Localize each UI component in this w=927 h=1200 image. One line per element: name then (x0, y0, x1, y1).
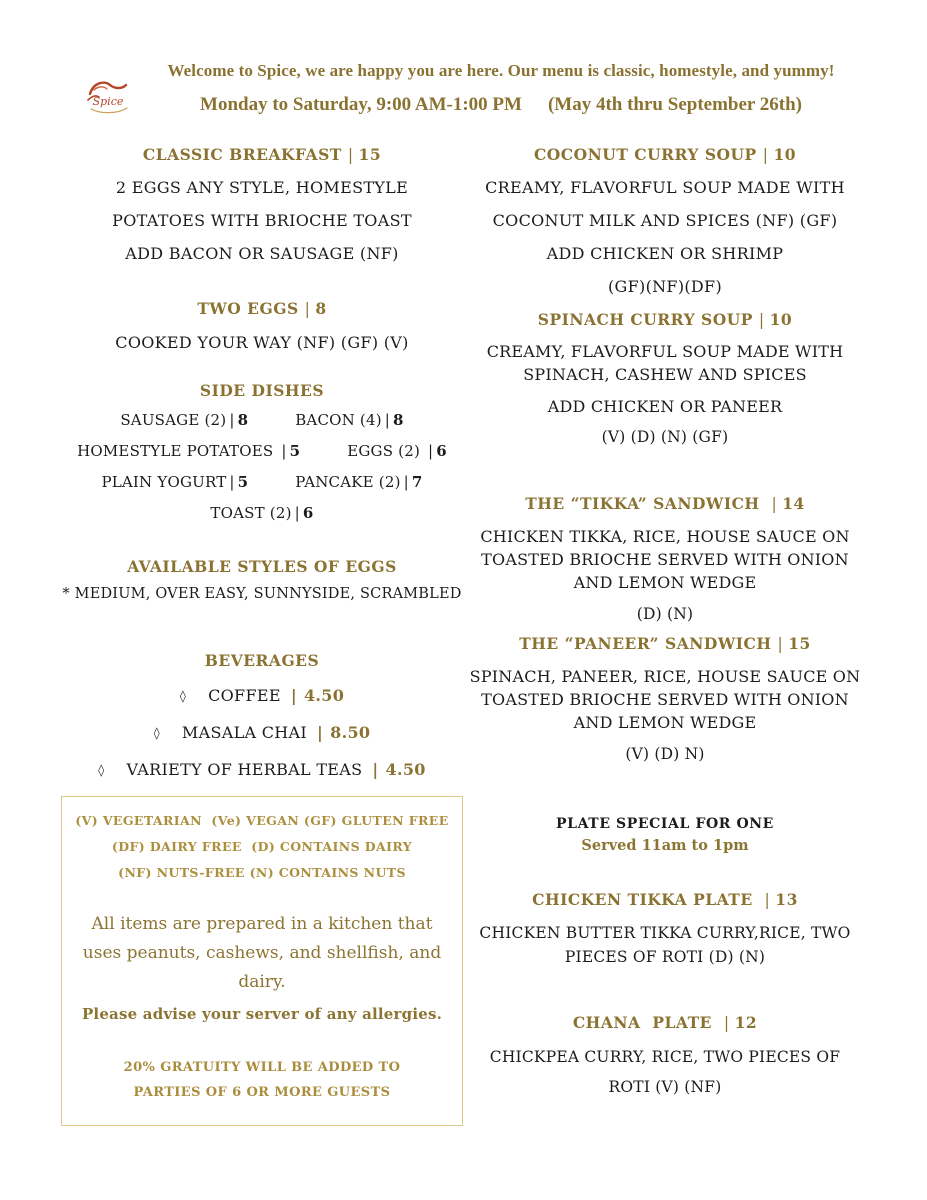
menu-column-right (458, 143, 872, 1099)
menu-item-line: TOASTED BRIOCHE SERVED WITH ONION (481, 550, 849, 569)
price-label: 14 (782, 494, 805, 513)
pipe-separator: | (403, 473, 409, 491)
side-dish-item (120, 411, 248, 429)
spice-logo-icon (84, 76, 132, 120)
pipe-separator: | (762, 146, 769, 164)
menu-item-line: SPINACH, PANEER, RICE, HOUSE SAUCE ON (469, 667, 861, 686)
pipe-separator: | (229, 411, 235, 429)
beverage-item (60, 721, 464, 746)
section-title-text: CHICKEN TIKKA PLATE (532, 890, 759, 909)
price-label: 6 (436, 442, 447, 460)
pipe-separator: | (777, 635, 784, 653)
item-name: HOMESTYLE POTATOES (77, 442, 279, 460)
price-label: 10 (769, 310, 793, 329)
item-name: EGGS (2) (347, 442, 425, 460)
price-label: 15 (358, 145, 382, 164)
menu-item-line: AND LEMON WEDGE (573, 713, 757, 732)
menu-item-line: TOASTED BRIOCHE SERVED WITH ONION (481, 690, 849, 709)
side-dish-item (295, 473, 422, 491)
side-dish-item (295, 411, 403, 429)
dietary-tags: (V) (D) (N) (GF) (601, 428, 729, 446)
menu-item-line: COCONUT MILK AND SPICES (NF) (GF) (492, 211, 838, 230)
section-title-chicken-tikka-plate (458, 888, 872, 912)
side-dish-item (101, 473, 248, 491)
pipe-separator: | (723, 1014, 730, 1032)
item-name: PANCAKE (2) (295, 473, 401, 491)
welcome-text: Welcome to Spice, we are happy you are here. Our menu is classic, homestyle, and yummy! (167, 61, 835, 80)
pipe-separator: | (771, 495, 778, 513)
menu-item-line: PIECES OF ROTI (D) (N) (564, 948, 766, 966)
side-dish-row (60, 408, 464, 432)
side-dish-item (210, 504, 313, 522)
side-dish-row (60, 439, 464, 463)
side-dish-item (77, 442, 300, 460)
menu-item-line: COOKED YOUR WAY (NF) (GF) (V) (115, 333, 409, 352)
section-title-two-eggs (60, 297, 464, 321)
gratuity-note: 20% GRATUITY WILL BE ADDED TO PARTIES OF 6 OR MORE GUESTS (123, 1060, 401, 1100)
legend-line: (V) VEGETARIAN (Ve) VEGAN (GF) GLUTEN FREE (75, 813, 449, 828)
pipe-separator: | (384, 411, 391, 429)
menu-item-line: CREAMY, FLAVORFUL SOUP MADE WITH (486, 342, 844, 361)
menu-item-line: ROTI (V) (NF) (608, 1078, 722, 1096)
pipe-separator: | (294, 504, 300, 522)
kitchen-note: All items are prepared in a kitchen that uses peanuts, cashews, and shellfish, and dairy. (82, 914, 442, 992)
pipe-separator: | (764, 891, 771, 909)
legend-line: (NF) NUTS-FREE (N) CONTAINS NUTS (118, 865, 406, 880)
section-title-text: THE “TIKKA” SANDWICH (525, 494, 766, 513)
price-label: 15 (788, 634, 811, 653)
beverage-item (60, 758, 464, 783)
price-label: 13 (775, 890, 798, 909)
menu-item-line: POTATOES WITH BRIOCHE TOAST (112, 211, 412, 230)
section-title-tikka-sandwich (458, 492, 872, 516)
beverage-item (60, 684, 464, 709)
price-label: 8 (315, 299, 327, 318)
pipe-separator: | (304, 300, 311, 318)
price-label: 5 (237, 473, 249, 491)
item-name: TOAST (2) (210, 504, 292, 522)
price-label: 4.50 (303, 686, 345, 705)
pipe-separator: | (317, 723, 324, 742)
schedule-text: Monday to Saturday, 9:00 AM-1:00 PM (200, 94, 522, 115)
dietary-tags: (D) (N) (636, 605, 694, 623)
dietary-tags: (V) (D) N) (625, 745, 705, 763)
price-label: 8 (393, 411, 404, 429)
menu-item-line: CHICKEN BUTTER TIKKA CURRY,RICE, TWO (479, 924, 851, 942)
menu-item-line: ADD CHICKEN OR PANEER (547, 397, 783, 416)
allergy-note: Please advise your server of any allergies. (81, 1005, 443, 1023)
hours-line (140, 93, 862, 117)
section-title-text: SPINACH CURRY SOUP (537, 310, 753, 329)
section-title-text: THE “PANEER” SANDWICH (519, 634, 772, 653)
item-name: BACON (4) (295, 411, 382, 429)
pipe-separator: | (372, 760, 379, 779)
side-dish-item (347, 442, 447, 460)
menu-item-line: CREAMY, FLAVORFUL SOUP MADE WITH (485, 178, 845, 197)
item-name: SAUSAGE (2) (120, 411, 227, 429)
side-dish-row (60, 501, 464, 525)
menu-item-line: SPINACH, CASHEW AND SPICES (523, 365, 807, 384)
price-label: 5 (289, 442, 301, 460)
egg-styles-note: * MEDIUM, OVER EASY, SUNNYSIDE, SCRAMBLED (62, 586, 462, 602)
section-title-text: COCONUT CURRY SOUP (533, 145, 757, 164)
section-title-egg-styles: AVAILABLE STYLES OF EGGS (127, 557, 397, 576)
price-label: 6 (302, 504, 314, 522)
pipe-separator: | (281, 442, 287, 460)
item-name: VARIETY OF HERBAL TEAS (126, 760, 363, 779)
section-title-chana-plate (458, 1011, 872, 1035)
section-title-spinach-soup (458, 308, 872, 332)
section-title-text: CLASSIC BREAKFAST (142, 145, 342, 164)
section-title-coconut-soup (458, 143, 872, 167)
menu-column-left (60, 143, 464, 1126)
section-title-paneer-sandwich (458, 632, 872, 656)
menu-item-line: AND LEMON WEDGE (573, 573, 757, 592)
diamond-bullet-icon: ◊ (98, 763, 105, 777)
menu-item-line: 2 EGGS ANY STYLE, HOMESTYLE (115, 178, 409, 197)
pipe-separator: | (229, 473, 235, 491)
plate-special-subtitle: Served 11am to 1pm (581, 837, 749, 854)
menu-header (140, 60, 862, 117)
price-label: 7 (411, 473, 423, 491)
price-label: 4.50 (385, 760, 426, 779)
price-label: 8 (237, 411, 249, 429)
legend-line: (DF) DAIRY FREE (D) CONTAINS DAIRY (111, 839, 413, 854)
side-dish-row (60, 470, 464, 494)
section-title-text: CHANA PLATE (572, 1013, 718, 1032)
pipe-separator: | (758, 311, 765, 329)
plate-special-title: PLATE SPECIAL FOR ONE (556, 816, 774, 832)
diamond-bullet-icon: ◊ (153, 726, 160, 740)
section-title-side-dishes: SIDE DISHES (199, 381, 325, 400)
menu-item-line: ADD BACON OR SAUSAGE (NF) (125, 244, 399, 263)
section-title-text: TWO EGGS (197, 299, 299, 318)
pipe-separator: | (347, 146, 354, 164)
item-name: MASALA CHAI (181, 723, 308, 742)
price-label: 12 (734, 1013, 758, 1032)
pipe-separator: | (427, 442, 434, 460)
item-name: COFFEE (208, 686, 281, 705)
section-title-beverages: BEVERAGES (204, 651, 320, 670)
diamond-bullet-icon: ◊ (179, 689, 187, 703)
price-label: 10 (773, 145, 797, 164)
season-text: (May 4th thru September 26th) (547, 94, 802, 115)
menu-item-line: CHICKPEA CURRY, RICE, TWO PIECES OF (489, 1048, 841, 1066)
menu-item-line: CHICKEN TIKKA, RICE, HOUSE SAUCE ON (480, 527, 850, 546)
legend-box (61, 796, 463, 1126)
menu-item-line: ADD CHICKEN OR SHRIMP (546, 244, 784, 263)
item-name: PLAIN YOGURT (101, 473, 227, 491)
dietary-tags: (GF)(NF)(DF) (608, 277, 722, 296)
svg-text:Spice: Spice (92, 95, 124, 108)
pipe-separator: | (290, 686, 297, 705)
price-label: 8.50 (330, 723, 371, 742)
section-title-classic-breakfast (60, 143, 464, 167)
